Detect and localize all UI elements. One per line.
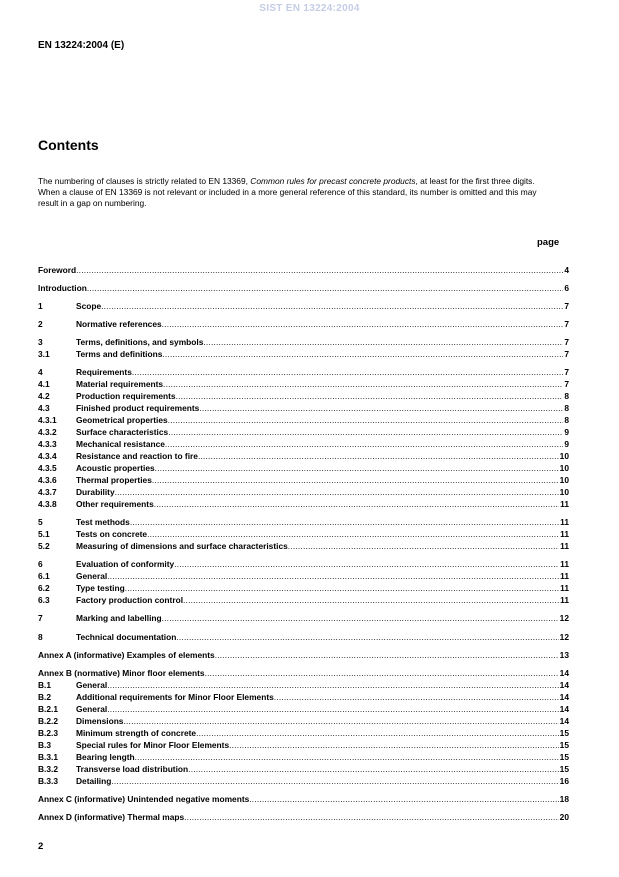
toc-entry-number: 5.2 <box>38 541 50 551</box>
toc-entry-page: 4 <box>564 265 569 275</box>
intro-paragraph <box>38 176 538 210</box>
toc-entry-title: Evaluation of conformity <box>76 559 175 569</box>
toc-entry-title: General <box>76 704 108 714</box>
intro-italic-title: Common rules for precast concrete products <box>250 176 416 186</box>
toc-entry-number: 6.1 <box>38 571 50 581</box>
toc-dot-leader <box>107 679 558 691</box>
toc-entry-title: Annex C (informative) Unintended negative moments <box>38 794 250 804</box>
toc-entry-page: 15 <box>559 764 569 774</box>
toc-entry[interactable] <box>38 703 569 715</box>
toc-entry-number: B.3.2 <box>38 764 59 774</box>
toc-dot-leader <box>154 498 559 510</box>
toc-dot-leader <box>176 631 558 643</box>
toc-entry-number: 4.3.8 <box>38 499 57 509</box>
toc-entry-page: 10 <box>559 451 569 461</box>
toc-dot-leader <box>196 727 559 739</box>
toc-dot-leader <box>249 793 558 805</box>
toc-entry-number: B.3 <box>38 740 52 750</box>
toc-entry-page: 12 <box>559 613 569 623</box>
toc-entry-title: Surface characteristics <box>76 427 169 437</box>
toc-entry-page: 9 <box>564 439 569 449</box>
toc-entry-title: Other requirements <box>76 499 154 509</box>
toc-dot-leader <box>132 366 563 378</box>
toc-entry-number: B.2 <box>38 692 52 702</box>
page-title: Contents <box>38 137 99 153</box>
toc-entry-page: 8 <box>564 403 569 413</box>
toc-entry-page: 8 <box>564 415 569 425</box>
toc-entry-page: 18 <box>559 794 569 804</box>
toc-dot-leader <box>152 474 559 486</box>
toc-entry[interactable] <box>38 715 569 727</box>
toc-dot-leader <box>199 402 563 414</box>
toc-entry-page: 10 <box>559 487 569 497</box>
toc-entry-page: 15 <box>559 752 569 762</box>
toc-entry-page: 16 <box>559 776 569 786</box>
toc-entry-page: 7 <box>564 337 569 347</box>
toc-dot-leader <box>107 570 559 582</box>
toc-entry-page: 14 <box>559 680 569 690</box>
toc-entry-number: 8 <box>38 632 43 642</box>
toc-entry-title: Introduction <box>38 283 87 293</box>
toc-entry-number: B.3.1 <box>38 752 59 762</box>
toc-entry-title: Type testing <box>76 583 125 593</box>
toc-entry-title: Thermal properties <box>76 475 152 485</box>
toc-entry-number: 5 <box>38 517 43 527</box>
toc-entry[interactable] <box>38 378 569 390</box>
toc-entry[interactable] <box>38 300 569 312</box>
toc-entry[interactable] <box>38 366 569 378</box>
toc-entry-page: 7 <box>564 319 569 329</box>
watermark: SIST EN 13224:2004 <box>259 3 360 14</box>
toc-dot-leader <box>176 390 564 402</box>
toc-entry-number: 7 <box>38 613 43 623</box>
toc-dot-leader <box>111 775 558 787</box>
toc-dot-leader <box>155 462 559 474</box>
toc-entry[interactable] <box>38 570 569 582</box>
toc-entry-number: 6.2 <box>38 583 50 593</box>
toc-entry-title: Annex D (informative) Thermal maps <box>38 812 185 822</box>
toc-dot-leader <box>147 528 559 540</box>
toc-entry-page: 11 <box>560 541 569 551</box>
toc-dot-leader <box>130 516 559 528</box>
toc-entry[interactable] <box>38 318 569 330</box>
toc-entry-page: 14 <box>559 668 569 678</box>
toc-entry[interactable] <box>38 558 569 570</box>
toc-entry[interactable] <box>38 775 569 787</box>
toc-entry[interactable] <box>38 438 569 450</box>
toc-entry[interactable] <box>38 631 569 643</box>
toc-entry-title: Material requirements <box>76 379 164 389</box>
toc-entry[interactable] <box>38 667 569 679</box>
toc-entry[interactable] <box>38 793 569 805</box>
toc-entry[interactable] <box>38 811 569 823</box>
intro-text-2: , at least for the first three digits. When a clause of EN 13369 is not relevant or included in a more general reference of this standard, its number is omitted and this may result in a gap on numbering. <box>38 176 537 209</box>
toc-entry[interactable] <box>38 763 569 775</box>
toc-entry[interactable] <box>38 450 569 462</box>
toc-entry-number: B.2.2 <box>38 716 59 726</box>
toc-entry[interactable] <box>38 462 569 474</box>
toc-entry-title: General <box>76 571 108 581</box>
toc-entry-number: 1 <box>38 301 43 311</box>
toc-entry[interactable] <box>38 390 569 402</box>
toc-dot-leader <box>163 378 563 390</box>
toc-entry-number: B.2.3 <box>38 728 59 738</box>
toc-entry-title: Test methods <box>76 517 130 527</box>
toc-entry[interactable] <box>38 679 569 691</box>
toc-entry-page: 10 <box>559 463 569 473</box>
toc-entry-page: 11 <box>560 583 569 593</box>
toc-entry[interactable] <box>38 649 569 661</box>
toc-dot-leader <box>288 540 559 552</box>
toc-entry-title: Foreword <box>38 265 77 275</box>
toc-entry-title: Annex B (normative) Minor floor elements <box>38 668 205 678</box>
toc-entry-title: Additional requirements for Minor Floor Elements <box>76 692 274 702</box>
toc-entry-number: B.1 <box>38 680 52 690</box>
toc-dot-leader <box>123 715 558 727</box>
toc-entry-page: 10 <box>559 475 569 485</box>
toc-entry-title: Terms, definitions, and symbols <box>76 337 204 347</box>
toc-dot-leader <box>101 300 563 312</box>
toc-entry[interactable] <box>38 691 569 703</box>
toc-entry-title: Dimensions <box>76 716 124 726</box>
toc-entry-title: General <box>76 680 108 690</box>
toc-entry[interactable] <box>38 739 569 751</box>
toc-entry-number: 4.3.3 <box>38 439 57 449</box>
toc-entry-title: Annex A (informative) Examples of elements <box>38 650 215 660</box>
toc-entry-number: 4.2 <box>38 391 50 401</box>
toc-entry-page: 11 <box>560 517 569 527</box>
toc-entry-number: 6.3 <box>38 595 50 605</box>
toc-entry[interactable] <box>38 426 569 438</box>
toc-entry-title: Minimum strength of concrete <box>76 728 197 738</box>
toc-entry[interactable] <box>38 540 569 552</box>
toc-dot-leader <box>135 751 559 763</box>
toc-dot-leader <box>184 811 559 823</box>
toc-dot-leader <box>115 486 559 498</box>
toc-entry[interactable] <box>38 264 569 276</box>
toc-entry-page: 8 <box>564 391 569 401</box>
toc-entry[interactable] <box>38 402 569 414</box>
toc-entry-page: 11 <box>560 559 569 569</box>
toc-entry[interactable] <box>38 612 569 624</box>
toc-entry-number: 4.3.2 <box>38 427 57 437</box>
toc-entry-title: Measuring of dimensions and surface characteristics <box>76 541 288 551</box>
toc-entry-number: 4 <box>38 367 43 377</box>
intro-text-1: The numbering of clauses is strictly related to EN 13369, <box>38 176 251 186</box>
toc-entry-page: 20 <box>559 812 569 822</box>
toc-dot-leader <box>174 558 559 570</box>
toc-entry-page: 11 <box>560 571 569 581</box>
toc-entry-page: 11 <box>560 529 569 539</box>
toc-entry-page: 14 <box>559 716 569 726</box>
toc-dot-leader <box>87 282 563 294</box>
toc-entry[interactable] <box>38 348 569 360</box>
toc-dot-leader <box>274 691 559 703</box>
toc-entry[interactable] <box>38 751 569 763</box>
toc-dot-leader <box>215 649 559 661</box>
toc-dot-leader <box>162 348 563 360</box>
toc-entry-title: Scope <box>76 301 102 311</box>
toc-entry-number: 4.3.1 <box>38 415 57 425</box>
toc-entry-page: 9 <box>564 427 569 437</box>
toc-entry-title: Finished product requirements <box>76 403 200 413</box>
toc-entry-number: B.2.1 <box>38 704 59 714</box>
toc-entry-number: 5.1 <box>38 529 50 539</box>
toc-dot-leader <box>107 703 558 715</box>
toc-entry-title: Requirements <box>76 367 132 377</box>
toc-entry-number: 2 <box>38 319 43 329</box>
toc-entry-page: 13 <box>559 650 569 660</box>
toc-entry[interactable] <box>38 414 569 426</box>
toc-entry-title: Geometrical properties <box>76 415 168 425</box>
toc-entry-page: 11 <box>560 595 569 605</box>
toc-dot-leader <box>229 739 559 751</box>
toc-entry-number: 6 <box>38 559 43 569</box>
toc-entry-page: 14 <box>559 704 569 714</box>
toc-dot-leader <box>205 667 559 679</box>
page-number: 2 <box>38 841 44 852</box>
toc-entry-number: 4.3.5 <box>38 463 57 473</box>
toc-entry-title: Technical documentation <box>76 632 177 642</box>
toc-entry-title: Production requirements <box>76 391 176 401</box>
toc-entry-title: Resistance and reaction to fire <box>76 451 198 461</box>
toc-entry-title: Factory production control <box>76 595 184 605</box>
toc-entry[interactable] <box>38 582 569 594</box>
document-id: EN 13224:2004 (E) <box>38 40 125 51</box>
toc-entry-number: 4.3.6 <box>38 475 57 485</box>
toc-entry-title: Tests on concrete <box>76 529 148 539</box>
toc-dot-leader <box>165 438 563 450</box>
toc-entry-page: 11 <box>560 499 569 509</box>
toc-dot-leader <box>76 264 563 276</box>
toc-dot-leader <box>203 336 563 348</box>
toc-entry[interactable] <box>38 528 569 540</box>
toc-entry-page: 7 <box>564 367 569 377</box>
toc-entry-title: Mechanical resistance <box>76 439 165 449</box>
toc-entry[interactable] <box>38 727 569 739</box>
toc-entry[interactable] <box>38 474 569 486</box>
toc-dot-leader <box>168 426 563 438</box>
toc-entry-page: 7 <box>564 301 569 311</box>
toc-entry-page: 6 <box>564 283 569 293</box>
toc-entry[interactable] <box>38 486 569 498</box>
toc-entry-number: 4.3 <box>38 403 50 413</box>
toc-dot-leader <box>125 582 559 594</box>
toc-dot-leader <box>162 612 559 624</box>
toc-entry-title: Normative references <box>76 319 162 329</box>
toc-entry-title: Acoustic properties <box>76 463 155 473</box>
toc-dot-leader <box>168 414 564 426</box>
toc-entry-title: Detailing <box>76 776 112 786</box>
toc-entry[interactable] <box>38 498 569 510</box>
toc-entry[interactable] <box>38 282 569 294</box>
toc-dot-leader <box>188 763 559 775</box>
toc-entry-title: Transverse load distribution <box>76 764 189 774</box>
toc-entry-page: 12 <box>559 632 569 642</box>
toc-entry-number: 3 <box>38 337 43 347</box>
toc-dot-leader <box>162 318 564 330</box>
toc-entry-number: 3.1 <box>38 349 50 359</box>
toc-entry-page: 14 <box>559 692 569 702</box>
toc-entry-title: Bearing length <box>76 752 135 762</box>
toc-entry-page: 7 <box>564 349 569 359</box>
toc-entry-page: 15 <box>559 740 569 750</box>
toc-entry-number: 4.1 <box>38 379 50 389</box>
toc-entry[interactable] <box>38 516 569 528</box>
toc-dot-leader <box>183 594 559 606</box>
toc-entry-page: 15 <box>559 728 569 738</box>
toc-entry-page: 7 <box>564 379 569 389</box>
toc-entry-number: 4.3.4 <box>38 451 57 461</box>
page-column-header: page <box>537 237 560 248</box>
toc-entry-title: Special rules for Minor Floor Elements <box>76 740 230 750</box>
toc-entry[interactable] <box>38 336 569 348</box>
toc-entry-number: B.3.3 <box>38 776 59 786</box>
toc-entry[interactable] <box>38 594 569 606</box>
toc-entry-title: Durability <box>76 487 115 497</box>
toc-dot-leader <box>198 450 559 462</box>
toc-entry-number: 4.3.7 <box>38 487 57 497</box>
toc-entry-title: Terms and definitions <box>76 349 163 359</box>
toc-entry-title: Marking and labelling <box>76 613 162 623</box>
